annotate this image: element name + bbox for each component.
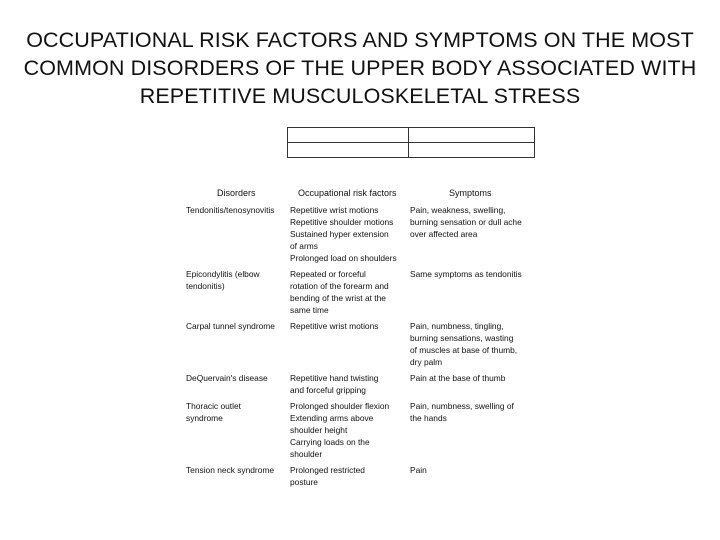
cell-line: DeQuervain's disease — [186, 373, 268, 383]
cell-line: rotation of the forearm and — [290, 281, 389, 291]
empty-grid-cell — [409, 143, 535, 158]
cell-line: posture — [290, 477, 318, 487]
cell-line: Carrying loads on the — [290, 437, 370, 447]
disorder-cell — [186, 320, 275, 332]
risk-factors-cell — [290, 464, 365, 488]
cell-line: bending of the wrist at the — [290, 293, 386, 303]
cell-line: same time — [290, 305, 329, 315]
risk-factors-cell — [290, 204, 397, 264]
cell-line: shoulder height — [290, 425, 348, 435]
symptoms-cell — [410, 400, 514, 424]
cell-line: of muscles at base of thumb, — [410, 345, 518, 355]
cell-line: Extending arms above — [290, 413, 374, 423]
symptoms-cell — [410, 320, 517, 368]
cell-line: Repetitive hand twisting — [290, 373, 379, 383]
cell-line: the hands — [410, 413, 447, 423]
cell-line: Prolonged shoulder flexion — [290, 401, 390, 411]
risk-factors-cell — [290, 268, 389, 316]
cell-line: Repeated or forceful — [290, 269, 366, 279]
cell-line: Repetitive wrist motions — [290, 321, 379, 331]
symptoms-cell — [410, 464, 427, 476]
cell-line: syndrome — [186, 413, 223, 423]
cell-line: burning sensation or dull ache — [410, 217, 522, 227]
cell-line: Thoracic outlet — [186, 401, 241, 411]
disorder-cell — [186, 204, 274, 216]
cell-line: Epicondylitis (elbow — [186, 269, 260, 279]
cell-line: Carpal tunnel syndrome — [186, 321, 275, 331]
cell-line: Prolonged load on shoulders — [290, 253, 397, 263]
page-title — [20, 26, 700, 110]
risk-factors-cell — [290, 320, 378, 332]
symptoms-cell — [410, 204, 522, 240]
header-risk-factors: Occupational risk factors — [298, 188, 397, 198]
header-symptoms: Symptoms — [449, 188, 492, 198]
empty-grid-cell — [288, 143, 409, 158]
cell-line: dry palm — [410, 357, 443, 367]
cell-line: burning sensations, wasting — [410, 333, 514, 343]
symptoms-cell — [410, 268, 522, 280]
cell-line: tendonitis) — [186, 281, 225, 291]
cell-line: Prolonged restricted — [290, 465, 365, 475]
cell-line: Repetitive wrist motions — [290, 205, 379, 215]
cell-line: of arms — [290, 241, 318, 251]
empty-grid-row — [288, 143, 535, 158]
cell-line: Repetitive shoulder motions — [290, 217, 394, 227]
cell-line: Tension neck syndrome — [186, 465, 274, 475]
cell-line: Pain — [410, 465, 427, 475]
risk-factors-cell — [290, 372, 378, 396]
title-line-2: COMMON DISORDERS OF THE UPPER BODY ASSOCIATED WITH — [23, 56, 697, 80]
disorder-cell — [186, 372, 268, 384]
cell-line: shoulder — [290, 449, 323, 459]
disorder-cell — [186, 268, 260, 292]
symptoms-cell — [410, 372, 505, 384]
empty-grid-cell — [288, 128, 409, 143]
title-line-3: REPETITIVE MUSCULOSKELETAL STRESS — [139, 84, 581, 108]
title-line-1: OCCUPATIONAL RISK FACTORS AND SYMPTOMS ON THE MOST — [26, 28, 694, 52]
cell-line: Pain, weakness, swelling, — [410, 205, 506, 215]
cell-line: and forceful gripping — [290, 385, 366, 395]
disorder-cell — [186, 400, 241, 424]
header-disorders: Disorders — [217, 188, 256, 198]
disorder-cell — [186, 464, 274, 476]
cell-line: Pain, numbness, swelling of — [410, 401, 514, 411]
cell-line: Pain, numbness, tingling, — [410, 321, 504, 331]
cell-line: Tendonitis/tenosynovitis — [186, 205, 275, 215]
cell-line: Sustained hyper extension — [290, 229, 389, 239]
cell-line: over affected area — [410, 229, 478, 239]
empty-grid-table — [287, 127, 535, 158]
empty-grid-row — [288, 128, 535, 143]
empty-grid-cell — [409, 128, 535, 143]
cell-line: Same symptoms as tendonitis — [410, 269, 522, 279]
cell-line: Pain at the base of thumb — [410, 373, 506, 383]
risk-factors-cell — [290, 400, 389, 460]
